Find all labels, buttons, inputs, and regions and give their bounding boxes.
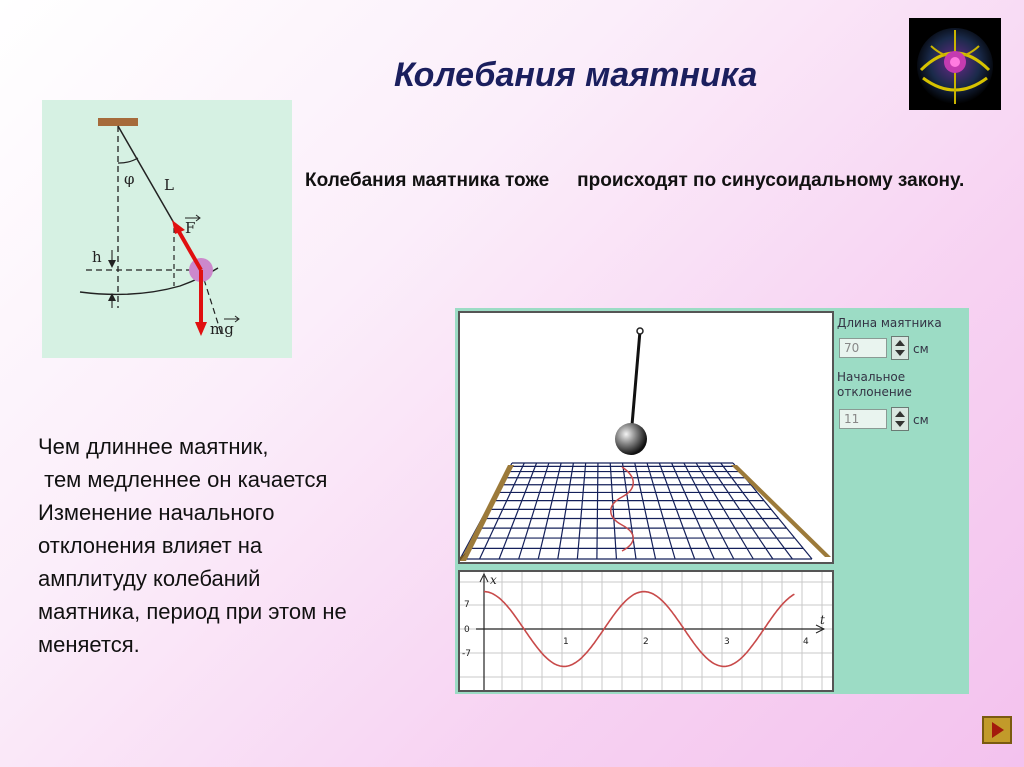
chevron-down-icon	[895, 421, 905, 427]
explanation-line: маятника, период при этом не	[38, 599, 347, 624]
force-label: F	[185, 219, 196, 237]
next-arrow-icon	[992, 722, 1004, 738]
explanation-line: отклонения влияет на	[38, 533, 263, 558]
chevron-up-icon	[895, 411, 905, 417]
x-tick: 2	[643, 637, 649, 647]
pendulum-force-diagram	[42, 100, 292, 358]
explanation-line: Чем длиннее маятник,	[38, 434, 269, 459]
next-slide-button[interactable]	[982, 716, 1012, 744]
explanation-line: меняется.	[38, 632, 140, 657]
x-tick: 3	[724, 637, 730, 647]
intro-period: .	[958, 170, 965, 191]
explanation-text	[38, 430, 443, 661]
chevron-down-icon	[895, 350, 905, 356]
x-tick: 4	[803, 637, 809, 647]
y-tick: 7	[464, 600, 470, 610]
deflection-unit: см	[913, 413, 929, 427]
explanation-line: амплитуду колебаний	[38, 566, 261, 591]
length-label: L	[164, 176, 174, 194]
height-label: h	[92, 248, 102, 266]
y-tick: 0	[464, 625, 470, 635]
sphere-logo-icon	[909, 18, 1001, 110]
graph-y-axis-label: x	[490, 573, 497, 587]
chevron-up-icon	[895, 340, 905, 346]
intro-part-2: происходят по синусоидальному закону	[577, 170, 959, 191]
x-tick: 1	[563, 637, 569, 647]
explanation-line: тем медленнее он качается	[38, 467, 328, 492]
slide-title: Колебания маятника	[394, 56, 758, 94]
pendulum-scene	[458, 311, 834, 564]
pendulum-simulation	[455, 308, 969, 694]
graph-x-axis-label: t	[820, 613, 825, 627]
length-unit: см	[913, 342, 929, 356]
deflection-input[interactable]: 11	[839, 409, 887, 429]
intro-text	[305, 168, 973, 193]
deflection-stepper[interactable]	[891, 407, 909, 431]
length-label: Длина маятника	[837, 316, 942, 330]
angle-label: φ	[124, 170, 135, 188]
y-tick: -7	[462, 649, 471, 659]
deflection-label-line-2: отклонение	[837, 385, 912, 399]
gravity-label: mg	[210, 320, 234, 338]
intro-part-1: Колебания маятника тоже	[305, 170, 550, 191]
oscillation-graph	[458, 570, 834, 692]
explanation-line: Изменение начального	[38, 500, 275, 525]
deflection-label-line-1: Начальное	[837, 370, 906, 384]
length-stepper[interactable]	[891, 336, 909, 360]
length-input[interactable]: 70	[839, 338, 887, 358]
